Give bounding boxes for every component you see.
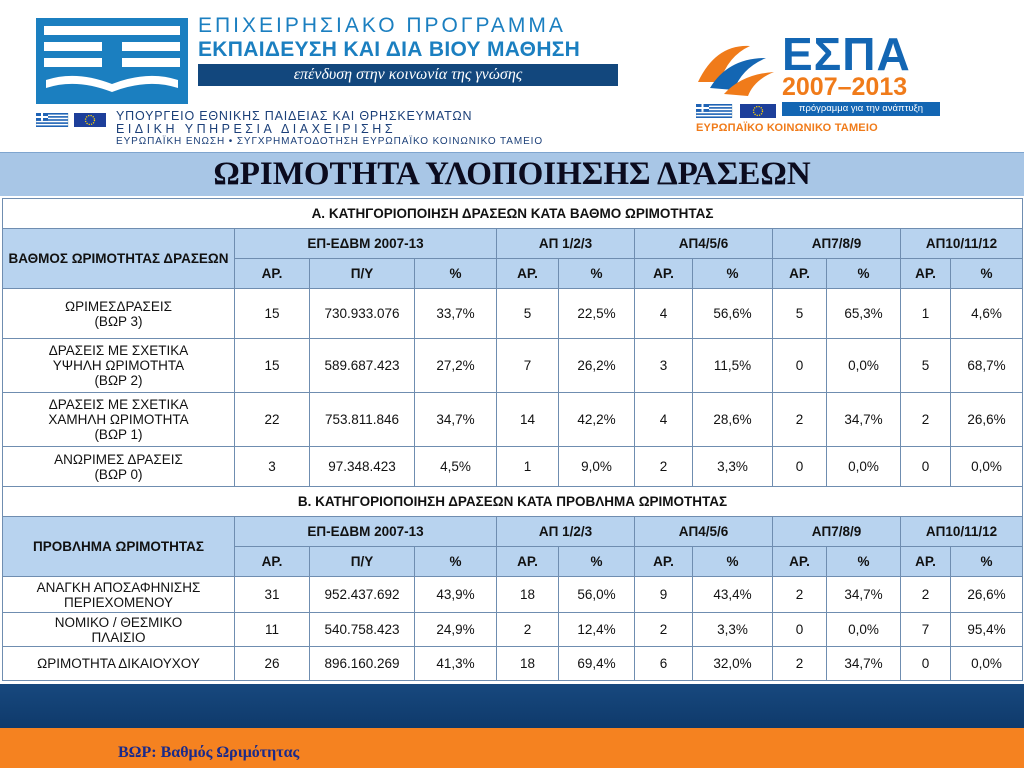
data-cell: 34,7% [827, 393, 901, 447]
data-cell: 0,0% [951, 647, 1023, 681]
subheader-cell: ΑΡ. [497, 547, 559, 577]
data-cell: 26,6% [951, 577, 1023, 613]
program-title-line2: ΕΚΠΑΙΔΕΥΣΗ ΚΑΙ ΔΙΑ ΒΙΟΥ ΜΑΘΗΣΗ [198, 38, 581, 61]
data-cell: 9,0% [559, 447, 635, 487]
subheader-cell: ΑΡ. [635, 547, 693, 577]
subheader-cell: % [559, 547, 635, 577]
row-label-line: ΧΑΜΗΛΗ ΩΡΙΜΟΤΗΤΑ [48, 412, 189, 427]
section-title-row [3, 487, 1023, 517]
espa-tagline: πρόγραμμα για την ανάπτυξη [782, 102, 940, 116]
maturity-table-container [2, 198, 1022, 681]
program-book-logo [36, 18, 188, 104]
data-cell: 11,5% [693, 339, 773, 393]
data-cell: 2 [773, 393, 827, 447]
data-cell: 18 [497, 577, 559, 613]
data-cell: 2 [635, 447, 693, 487]
data-cell: 68,7% [951, 339, 1023, 393]
subheader-cell: ΑΡ. [235, 259, 310, 289]
table-row [3, 339, 1023, 393]
row-label-line: ΔΡΑΣΕΙΣ ΜΕ ΣΧΕΤΙΚΑ [48, 397, 189, 412]
data-cell: 0,0% [827, 339, 901, 393]
data-cell: 12,4% [559, 613, 635, 647]
data-cell: 28,6% [693, 393, 773, 447]
data-cell: 15 [235, 289, 310, 339]
row-label [3, 613, 235, 647]
data-cell: 540.758.423 [310, 613, 415, 647]
data-cell: 26,2% [559, 339, 635, 393]
data-cell: 33,7% [415, 289, 497, 339]
data-cell: 2 [773, 647, 827, 681]
section-title-row [3, 199, 1023, 229]
row-label [3, 339, 235, 393]
table-row [3, 289, 1023, 339]
program-title-line1: ΕΠΙΧΕΙΡΗΣΙΑΚΟ ΠΡΟΓΡΑΜΜΑ [198, 14, 566, 37]
footer-band-blue [0, 684, 1024, 728]
group-header: ΑΠ 1/2/3 [497, 517, 635, 547]
subheader-cell: % [827, 259, 901, 289]
subheader-cell: Π/Υ [310, 259, 415, 289]
data-cell: 7 [901, 613, 951, 647]
subheader-cell: % [559, 259, 635, 289]
row-label-line: ΝΟΜΙΚΟ / ΘΕΣΜΙΚΟ [54, 614, 183, 630]
row-label-line: (ΒΩΡ 1) [94, 427, 143, 442]
data-cell: 31 [235, 577, 310, 613]
table-row [3, 577, 1023, 613]
data-cell: 0 [773, 339, 827, 393]
row-header-label: ΠΡΟΒΛΗΜΑ ΩΡΙΜΟΤΗΤΑΣ [3, 517, 235, 577]
group-header: ΑΠ10/11/12 [901, 229, 1023, 259]
data-cell: 97.348.423 [310, 447, 415, 487]
data-cell: 2 [901, 393, 951, 447]
row-label [3, 577, 235, 613]
data-cell: 3 [235, 447, 310, 487]
flags-right [696, 104, 780, 118]
group-header: ΑΠ4/5/6 [635, 517, 773, 547]
data-cell: 3,3% [693, 447, 773, 487]
row-label-line: ΠΕΡΙΕΧΟΜΕΝΟΥ [63, 594, 174, 610]
data-cell: 65,3% [827, 289, 901, 339]
data-cell: 589.687.423 [310, 339, 415, 393]
data-cell: 18 [497, 647, 559, 681]
data-cell: 69,4% [559, 647, 635, 681]
subheader-cell: ΑΡ. [235, 547, 310, 577]
group-header: ΑΠ7/8/9 [773, 517, 901, 547]
subheader-cell: ΑΡ. [773, 547, 827, 577]
data-cell: 4 [635, 393, 693, 447]
data-cell: 0,0% [827, 447, 901, 487]
program-slogan: επένδυση στην κοινωνία της γνώσης [198, 64, 618, 86]
data-cell: 7 [497, 339, 559, 393]
row-label [3, 647, 235, 681]
subheader-cell: % [415, 259, 497, 289]
row-label-line: (ΒΩΡ 0) [94, 466, 143, 482]
row-header-label: ΒΑΘΜΟΣ ΩΡΙΜΟΤΗΤΑΣ ΔΡΑΣΕΩΝ [3, 229, 235, 289]
group-header-row [3, 229, 1023, 259]
data-cell: 2 [635, 613, 693, 647]
data-cell: 0 [773, 447, 827, 487]
data-cell: 27,2% [415, 339, 497, 393]
program-logo [36, 14, 622, 147]
data-cell: 4,5% [415, 447, 497, 487]
data-cell: 56,0% [559, 577, 635, 613]
subheader-cell: ΑΡ. [497, 259, 559, 289]
data-cell: 42,2% [559, 393, 635, 447]
greek-flag-icon [36, 113, 68, 127]
data-cell: 95,4% [951, 613, 1023, 647]
data-cell: 22 [235, 393, 310, 447]
data-cell: 43,9% [415, 577, 497, 613]
footnote: ΒΩΡ: Βαθμός Ωριμότητας [118, 744, 300, 761]
data-cell: 896.160.269 [310, 647, 415, 681]
subheader-cell: % [951, 259, 1023, 289]
subheader-cell: ΑΡ. [901, 259, 951, 289]
data-cell: 753.811.846 [310, 393, 415, 447]
data-cell: 34,7% [415, 393, 497, 447]
row-label-line: ΩΡΙΜΕΣΔΡΑΣΕΙΣ [65, 298, 172, 314]
group-header: ΑΠ10/11/12 [901, 517, 1023, 547]
subheader-cell: % [693, 547, 773, 577]
data-cell: 32,0% [693, 647, 773, 681]
ministry-line1: ΥΠΟΥΡΓΕΙΟ ΕΘΝΙΚΗΣ ΠΑΙΔΕΙΑΣ ΚΑΙ ΘΡΗΣΚΕΥΜΑΤΩΝ [116, 109, 473, 123]
row-label-line: ΠΛΑΙΣΙΟ [91, 629, 146, 645]
data-cell: 1 [901, 289, 951, 339]
espa-logo-block [694, 28, 948, 140]
data-cell: 0,0% [827, 613, 901, 647]
group-header: ΕΠ-ΕΔΒΜ 2007-13 [235, 229, 497, 259]
table-row [3, 447, 1023, 487]
data-cell: 43,4% [693, 577, 773, 613]
data-cell: 5 [497, 289, 559, 339]
data-cell: 34,7% [827, 647, 901, 681]
row-label-line: ΑΝΩΡΙΜΕΣ ΔΡΑΣΕΙΣ [54, 451, 183, 467]
row-label-line: ΩΡΙΜΟΤΗΤΑ ΔΙΚΑΙΟΥΧΟΥ [37, 656, 200, 671]
group-header: ΑΠ 1/2/3 [497, 229, 635, 259]
data-cell: 4 [635, 289, 693, 339]
data-cell: 2 [497, 613, 559, 647]
data-cell: 5 [773, 289, 827, 339]
row-label-line: ΔΡΑΣΕΙΣ ΜΕ ΣΧΕΤΙΚΑ [48, 343, 189, 358]
eu-flag-icon [740, 104, 776, 118]
data-cell: 0 [773, 613, 827, 647]
subheader-cell: % [951, 547, 1023, 577]
data-cell: 1 [497, 447, 559, 487]
data-cell: 952.437.692 [310, 577, 415, 613]
ministry-line2: ΕΙΔΙΚΗ ΥΠΗΡΕΣΙΑ ΔΙΑΧΕΙΡΙΣΗΣ [116, 122, 397, 136]
data-cell: 24,9% [415, 613, 497, 647]
data-cell: 0,0% [951, 447, 1023, 487]
data-cell: 3,3% [693, 613, 773, 647]
table-row [3, 393, 1023, 447]
subheader-cell: % [827, 547, 901, 577]
subheader-cell: ΑΡ. [901, 547, 951, 577]
data-cell: 34,7% [827, 577, 901, 613]
maturity-table [2, 198, 1023, 681]
data-cell: 0 [901, 647, 951, 681]
data-cell: 2 [901, 577, 951, 613]
subheader-cell: ΑΡ. [635, 259, 693, 289]
data-cell: 2 [773, 577, 827, 613]
subheader-cell: % [693, 259, 773, 289]
row-label-line: ΑΝΑΓΚΗ ΑΠΟΣΑΦΗΝΙΣΗΣ [36, 579, 201, 595]
data-cell: 15 [235, 339, 310, 393]
data-cell: 3 [635, 339, 693, 393]
data-cell: 26,6% [951, 393, 1023, 447]
ministry-line3: ΕΥΡΩΠΑΪΚΗ ΕΝΩΣΗ • ΣΥΓΧΡΗΜΑΤΟΔΟΤΗΣΗ ΕΥΡΩΠΑΪΚΟ ΚΟΙΝΩΝΙΚΟ ΤΑΜΕΙΟ [116, 136, 544, 147]
espa-title: ΕΣΠΑ [782, 28, 911, 80]
data-cell: 56,6% [693, 289, 773, 339]
title-band [0, 152, 1024, 196]
greek-flag-icon [696, 104, 732, 118]
row-label-line: (ΒΩΡ 3) [94, 313, 143, 329]
data-cell: 14 [497, 393, 559, 447]
data-cell: 0 [901, 447, 951, 487]
data-cell: 730.933.076 [310, 289, 415, 339]
section-title: Α. ΚΑΤΗΓΟΡΙΟΠΟΙΗΣΗ ΔΡΑΣΕΩΝ ΚΑΤΑ ΒΑΘΜΟ ΩΡΙΜΟΤΗΤΑΣ [3, 199, 1023, 229]
group-header: ΕΠ-ΕΔΒΜ 2007-13 [235, 517, 497, 547]
row-label-line: ΥΨΗΛΗ ΩΡΙΜΟΤΗΤΑ [52, 358, 185, 373]
row-label [3, 393, 235, 447]
row-label-line: (ΒΩΡ 2) [94, 373, 143, 388]
table-row [3, 613, 1023, 647]
row-label [3, 447, 235, 487]
data-cell: 22,5% [559, 289, 635, 339]
data-cell: 4,6% [951, 289, 1023, 339]
subheader-cell: Π/Υ [310, 547, 415, 577]
data-cell: 26 [235, 647, 310, 681]
data-cell: 41,3% [415, 647, 497, 681]
espa-fund: ΕΥΡΩΠΑΪΚΟ ΚΟΙΝΩΝΙΚΟ ΤΑΜΕΙΟ [696, 122, 878, 134]
espa-logo [694, 38, 776, 100]
row-label [3, 289, 235, 339]
data-cell: 6 [635, 647, 693, 681]
flags-left [36, 113, 108, 127]
data-cell: 9 [635, 577, 693, 613]
section-title: Β. ΚΑΤΗΓΟΡΙΟΠΟΙΗΣΗ ΔΡΑΣΕΩΝ ΚΑΤΑ ΠΡΟΒΛΗΜΑ ΩΡΙΜΟΤΗΤΑΣ [3, 487, 1023, 517]
espa-years: 2007–2013 [782, 73, 908, 101]
data-cell: 11 [235, 613, 310, 647]
page-title: ΩΡΙΜΟΤΗΤΑ ΥΛΟΠΟΙΗΣΗΣ ΔΡΑΣΕΩΝ [213, 156, 811, 192]
group-header: ΑΠ7/8/9 [773, 229, 901, 259]
eu-flag-icon [74, 113, 106, 127]
subheader-cell: ΑΡ. [773, 259, 827, 289]
group-header: ΑΠ4/5/6 [635, 229, 773, 259]
subheader-cell: % [415, 547, 497, 577]
group-header-row [3, 517, 1023, 547]
table-row [3, 647, 1023, 681]
data-cell: 5 [901, 339, 951, 393]
